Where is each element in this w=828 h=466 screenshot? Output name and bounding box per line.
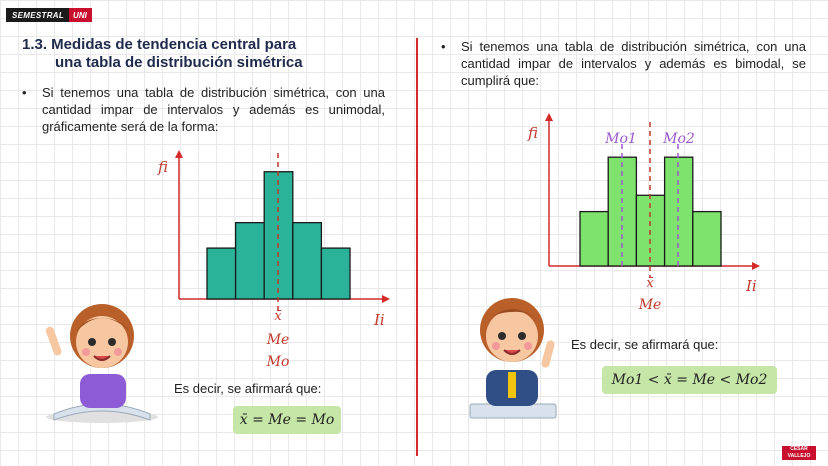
right-bullet-paragraph: [441, 38, 806, 89]
histogram-bar: [293, 223, 322, 299]
mean-label: x̄: [274, 309, 282, 324]
histogram-bar: [207, 248, 236, 299]
x-axis-arrow-icon: [382, 295, 390, 303]
y-axis-arrow-icon: [545, 113, 553, 121]
histogram-bar: [321, 248, 350, 299]
left-histogram: [150, 148, 400, 378]
histogram-bar: [236, 223, 265, 299]
title-line-1: 1.3. Medidas de tendencia central para: [22, 36, 297, 53]
mode2-label: Mo2: [663, 131, 695, 147]
left-bullet-paragraph: [22, 84, 385, 135]
semester-badge: [6, 8, 92, 22]
mode-label: Mo: [266, 354, 290, 370]
left-formula-box: x̄ = Me = Mo: [233, 406, 341, 434]
semester-label: SEMESTRAL: [6, 8, 69, 22]
y-axis-label: fi: [528, 124, 539, 142]
median-label: Me: [638, 297, 662, 313]
histogram-bar: [693, 212, 721, 266]
logo-line-2: VALLEJO: [787, 453, 811, 459]
right-formula-box: Mo1 < x̄ = Me < Mo2: [602, 366, 777, 394]
histogram-bar: [580, 212, 608, 266]
right-bullet-text: Si tenemos una tabla de distribución simétrica, con una cantidad impar de intervalos y además es bimodal, se cumplirá que:: [461, 39, 806, 88]
bullet-dot-icon: •: [441, 39, 446, 54]
bullet-dot-icon: •: [22, 85, 27, 100]
median-label: Me: [266, 332, 290, 348]
uni-label: UNI: [69, 8, 92, 22]
mean-label: x̄: [646, 276, 654, 291]
section-title: [22, 36, 322, 72]
x-axis-label: Ii: [746, 277, 757, 295]
girl-reading-illustration: [40, 282, 164, 424]
y-axis-label: fi: [158, 158, 169, 176]
logo-line-1: CÉSAR: [790, 446, 808, 452]
cesar-vallejo-logo: [782, 446, 816, 460]
mode1-label: Mo1: [605, 131, 637, 147]
x-axis-arrow-icon: [752, 262, 760, 270]
title-line-2: una tabla de distribución simétrica: [55, 54, 303, 71]
boy-pointing-illustration: [462, 286, 562, 422]
x-axis-label: Ii: [374, 311, 385, 329]
column-divider: [416, 38, 418, 456]
y-axis-arrow-icon: [175, 150, 183, 158]
right-statement: Es decir, se afirmará que:: [571, 337, 719, 352]
left-bullet-text: Si tenemos una tabla de distribución simétrica, con una cantidad impar de intervalos y además es unimodal, gráficamente será de la forma:: [42, 85, 385, 134]
left-statement: Es decir, se afirmará que:: [174, 381, 322, 396]
